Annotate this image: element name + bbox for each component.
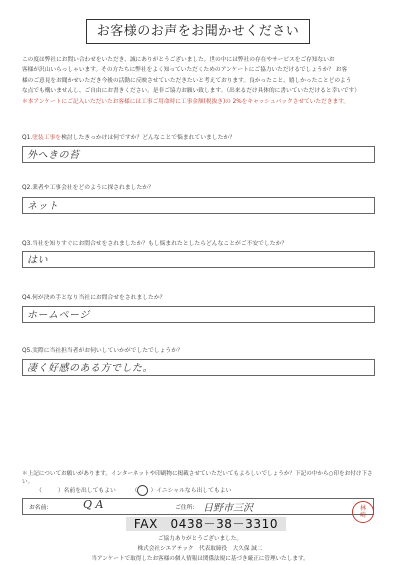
answer-2-value: ネット [27, 201, 59, 212]
intro-line: 客様が沢山いらっしゃいます。その方たちに弊社をよく知っていただくためのアンケートにご協力いただけるでしょうか？ お客 [22, 67, 348, 74]
answer-3-value: はい [27, 255, 48, 266]
question-1-text: 検討したきっかけは何ですか？どんなことで悩まれていましたか？ [61, 135, 236, 141]
cashback-note: ＊本アンケートにご記入いただいたお客様には工事ご用命時に工事金額(税抜き)の 2%をキャッシュバックさせていただきます。 [22, 98, 350, 105]
answer-5-value: 凄く好感のある方でした。 [27, 363, 153, 374]
question-3-label: Q3. [22, 241, 33, 247]
question-3 [22, 240, 287, 248]
intro-line: 様のご意見をお聞かせいただき今後の活動に反映させていただきたいと考えております。良かったこと、嬉しかったことどのよう [22, 77, 352, 84]
footer-company: 株式会社シエアテック 代表取締役 大久保 誠二 [137, 546, 263, 552]
option-initial-label: イニシャルなら出してもよい [156, 488, 232, 494]
intro-line: な点でも構いませんし、ご自由にお書きください。是非ご協力お願い致します。（出来るだけ具体的に書いていただけると幸いです） [22, 88, 360, 95]
address-label: ご住所： [175, 505, 199, 511]
address-value[interactable]: 日野市三沢 [203, 503, 253, 514]
company-seal-stamp: 林 崎 [352, 501, 374, 523]
question-1-label: Q1. [22, 135, 33, 141]
question-4-text: 何が決め手となり当社にお問合せをされましたか？ [32, 295, 166, 301]
answer-3-field[interactable] [22, 251, 375, 268]
publication-notice: ＊上記についてお願いがあります。インターネットや印刷物に掲載させていただいてもよろしいでしょうか？下記の中から○印をお付け下さい。 [22, 471, 373, 485]
question-3-text: 当社を知りすぐにお問合せをされましたか？もし悩まれたとしたらどんなことがご不安でしたか？ [32, 241, 288, 247]
answer-1-value: 外へきの苔 [27, 150, 80, 161]
question-1-highlight: 塗装工事を [32, 135, 62, 141]
question-5-text: 実際に当社担当者がお伺いしていかがでしたでしょうか？ [32, 348, 183, 354]
question-2-label: Q2. [22, 185, 33, 191]
question-2-text: 業者や工事会社をどのように探されましたか？ [32, 185, 154, 191]
footer-thanks: ご協力ありがとうございました。 [158, 536, 242, 542]
name-value[interactable]: Q A [83, 498, 104, 511]
question-2 [22, 184, 154, 192]
footer-privacy: 当アンケートで取得したお客様の個人情報は関係法規に基づき厳正に管理いたします。 [91, 556, 309, 562]
answer-2-field[interactable] [22, 197, 375, 214]
page-title: お客様のお声をお聞かせください [86, 19, 310, 44]
question-5-label: Q5. [22, 348, 33, 354]
question-4-label: Q4. [22, 295, 33, 301]
answer-4-field[interactable] [22, 306, 375, 323]
publication-options [36, 485, 245, 496]
question-5 [22, 347, 183, 355]
intro-text [22, 55, 378, 107]
name-address-field [22, 498, 374, 515]
option-name-ok[interactable]: （ ）名前を出してもよい [36, 488, 116, 494]
question-4 [22, 294, 165, 302]
name-label: お名前： [29, 505, 53, 511]
answer-5-field[interactable] [22, 359, 375, 376]
intro-line: この度は弊社にお問い合わせをいただき、誠にありがとうございました。世の中には弊社の存在やサービスをご存知ないお [22, 57, 335, 63]
option-initial-marker[interactable] [137, 485, 148, 496]
question-1 [22, 134, 235, 142]
option-name-marker[interactable] [42, 486, 56, 495]
option-initial-ok[interactable]: （ ）イニシャルなら出してもよい [132, 485, 232, 496]
fax-number: FAX 0438－38－3310 [126, 517, 286, 531]
answer-1-field[interactable] [22, 146, 375, 163]
answer-4-value: ホームページ [27, 310, 90, 321]
option-name-label: 名前を出してもよい [63, 488, 116, 494]
